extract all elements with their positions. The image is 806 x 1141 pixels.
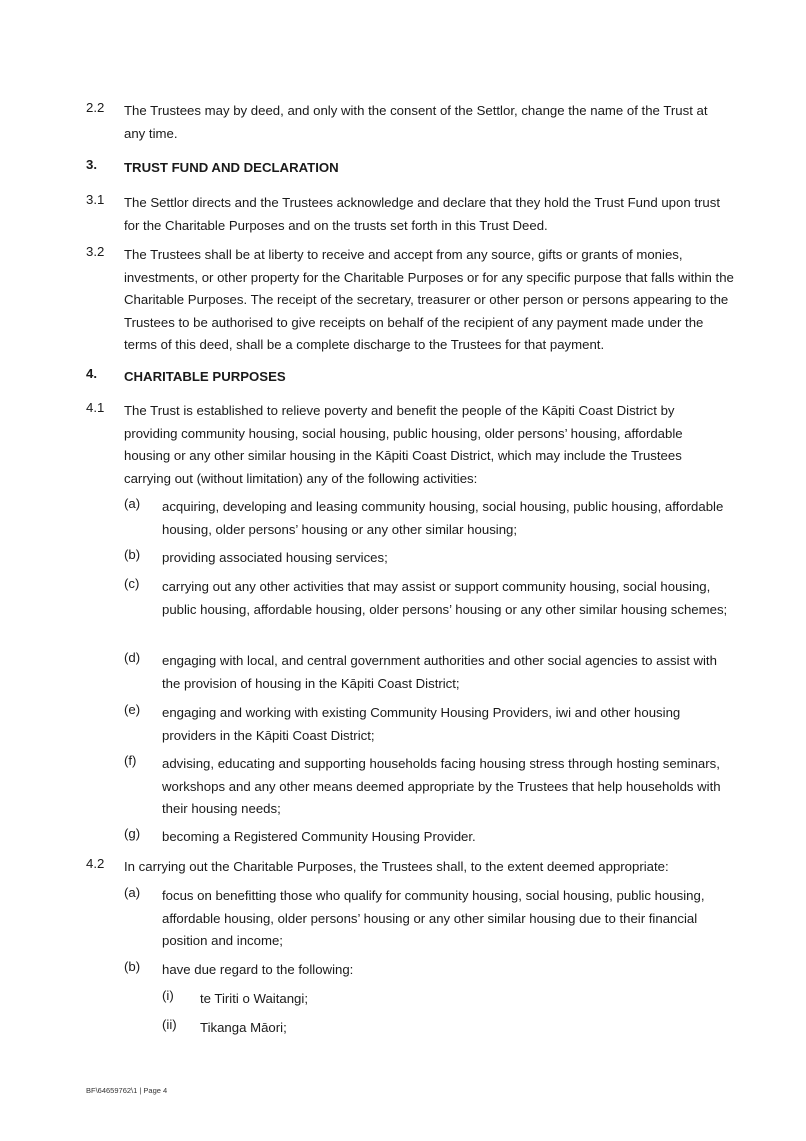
list-item-number: (e) <box>124 702 141 717</box>
list-item-number: (b) <box>124 547 141 562</box>
list-item-number: (a) <box>124 885 141 900</box>
list-item-text: engaging and working with existing Community Housing Providers, iwi and other housing providers in the Kāpiti Coast District; <box>162 705 681 743</box>
clause-text: The Trustees shall be at liberty to receive and accept from any source, gifts or grants of monies, investments, or other property for the Charitable Purposes or for any specific purpose that falls within the Charitable Purposes. The receipt of the secretary, treasurer or other person or persons appearing to the Trustees to be authorised to give receipts on behalf of the recipient of any payment made under the terms of this deed, shall be a complete discharge to the Trustees for that payment. <box>124 247 734 352</box>
list-item-text: acquiring, developing and leasing community housing, social housing, public housing, affordable housing, older persons’ housing or any other similar housing; <box>162 499 724 537</box>
clause-number: 2.2 <box>86 100 105 115</box>
section-number: 3. <box>86 157 97 172</box>
list-item-text: focus on benefitting those who qualify for community housing, social housing, public housing, affordable housing, older persons’ housing or any other similar housing due to their financial position and income; <box>162 888 705 948</box>
section-title: CHARITABLE PURPOSES <box>124 369 286 384</box>
sub-list-item-number: (ii) <box>162 1017 177 1032</box>
clause-number: 3.1 <box>86 192 105 207</box>
clause-number: 3.2 <box>86 244 105 259</box>
sub-list-item-text: te Tiriti o Waitangi; <box>200 991 308 1006</box>
section-number: 4. <box>86 366 97 381</box>
list-item-text: providing associated housing services; <box>162 550 388 565</box>
clause-number: 4.2 <box>86 856 105 871</box>
sub-list-item-text: Tikanga Māori; <box>200 1020 287 1035</box>
clause-number: 4.1 <box>86 400 105 415</box>
clause-text: The Trust is established to relieve poverty and benefit the people of the Kāpiti Coast District by providing community housing, social housing, public housing, older persons’ housing, affordable housing or any other similar housing in the Kāpiti Coast District, which may include the Trustees carrying out (without limitation) any of the following activities: <box>124 403 683 486</box>
list-item-number: (c) <box>124 576 140 591</box>
list-item-text: carrying out any other activities that may assist or support community housing, social housing, public housing, affordable housing, older persons’ housing or any other similar housing schemes; <box>162 579 728 617</box>
list-item-number: (d) <box>124 650 141 665</box>
section-title: TRUST FUND AND DECLARATION <box>124 160 339 175</box>
clause-text: The Settlor directs and the Trustees acknowledge and declare that they hold the Trust Fund upon trust for the Charitable Purposes and on the trusts set forth in this Trust Deed. <box>124 195 720 233</box>
list-item-text: engaging with local, and central government authorities and other social agencies to assist with the provision of housing in the Kāpiti Coast District; <box>162 653 717 691</box>
list-item-number: (f) <box>124 753 137 768</box>
list-item-text: have due regard to the following: <box>162 962 354 977</box>
page-footer: BF\64659762\1 | Page 4 <box>86 1086 168 1095</box>
sub-list-item-number: (i) <box>162 988 174 1003</box>
list-item-number: (a) <box>124 496 141 511</box>
clause-text: In carrying out the Charitable Purposes, the Trustees shall, to the extent deemed appropriate: <box>124 859 669 874</box>
clause-text: The Trustees may by deed, and only with the consent of the Settlor, change the name of the Trust at any time. <box>124 103 708 141</box>
list-item-text: becoming a Registered Community Housing Provider. <box>162 829 476 844</box>
list-item-number: (g) <box>124 826 141 841</box>
list-item-number: (b) <box>124 959 141 974</box>
list-item-text: advising, educating and supporting households facing housing stress through hosting seminars, workshops and any other means deemed appropriate by the Trustees that help households with their housing needs; <box>162 756 721 816</box>
